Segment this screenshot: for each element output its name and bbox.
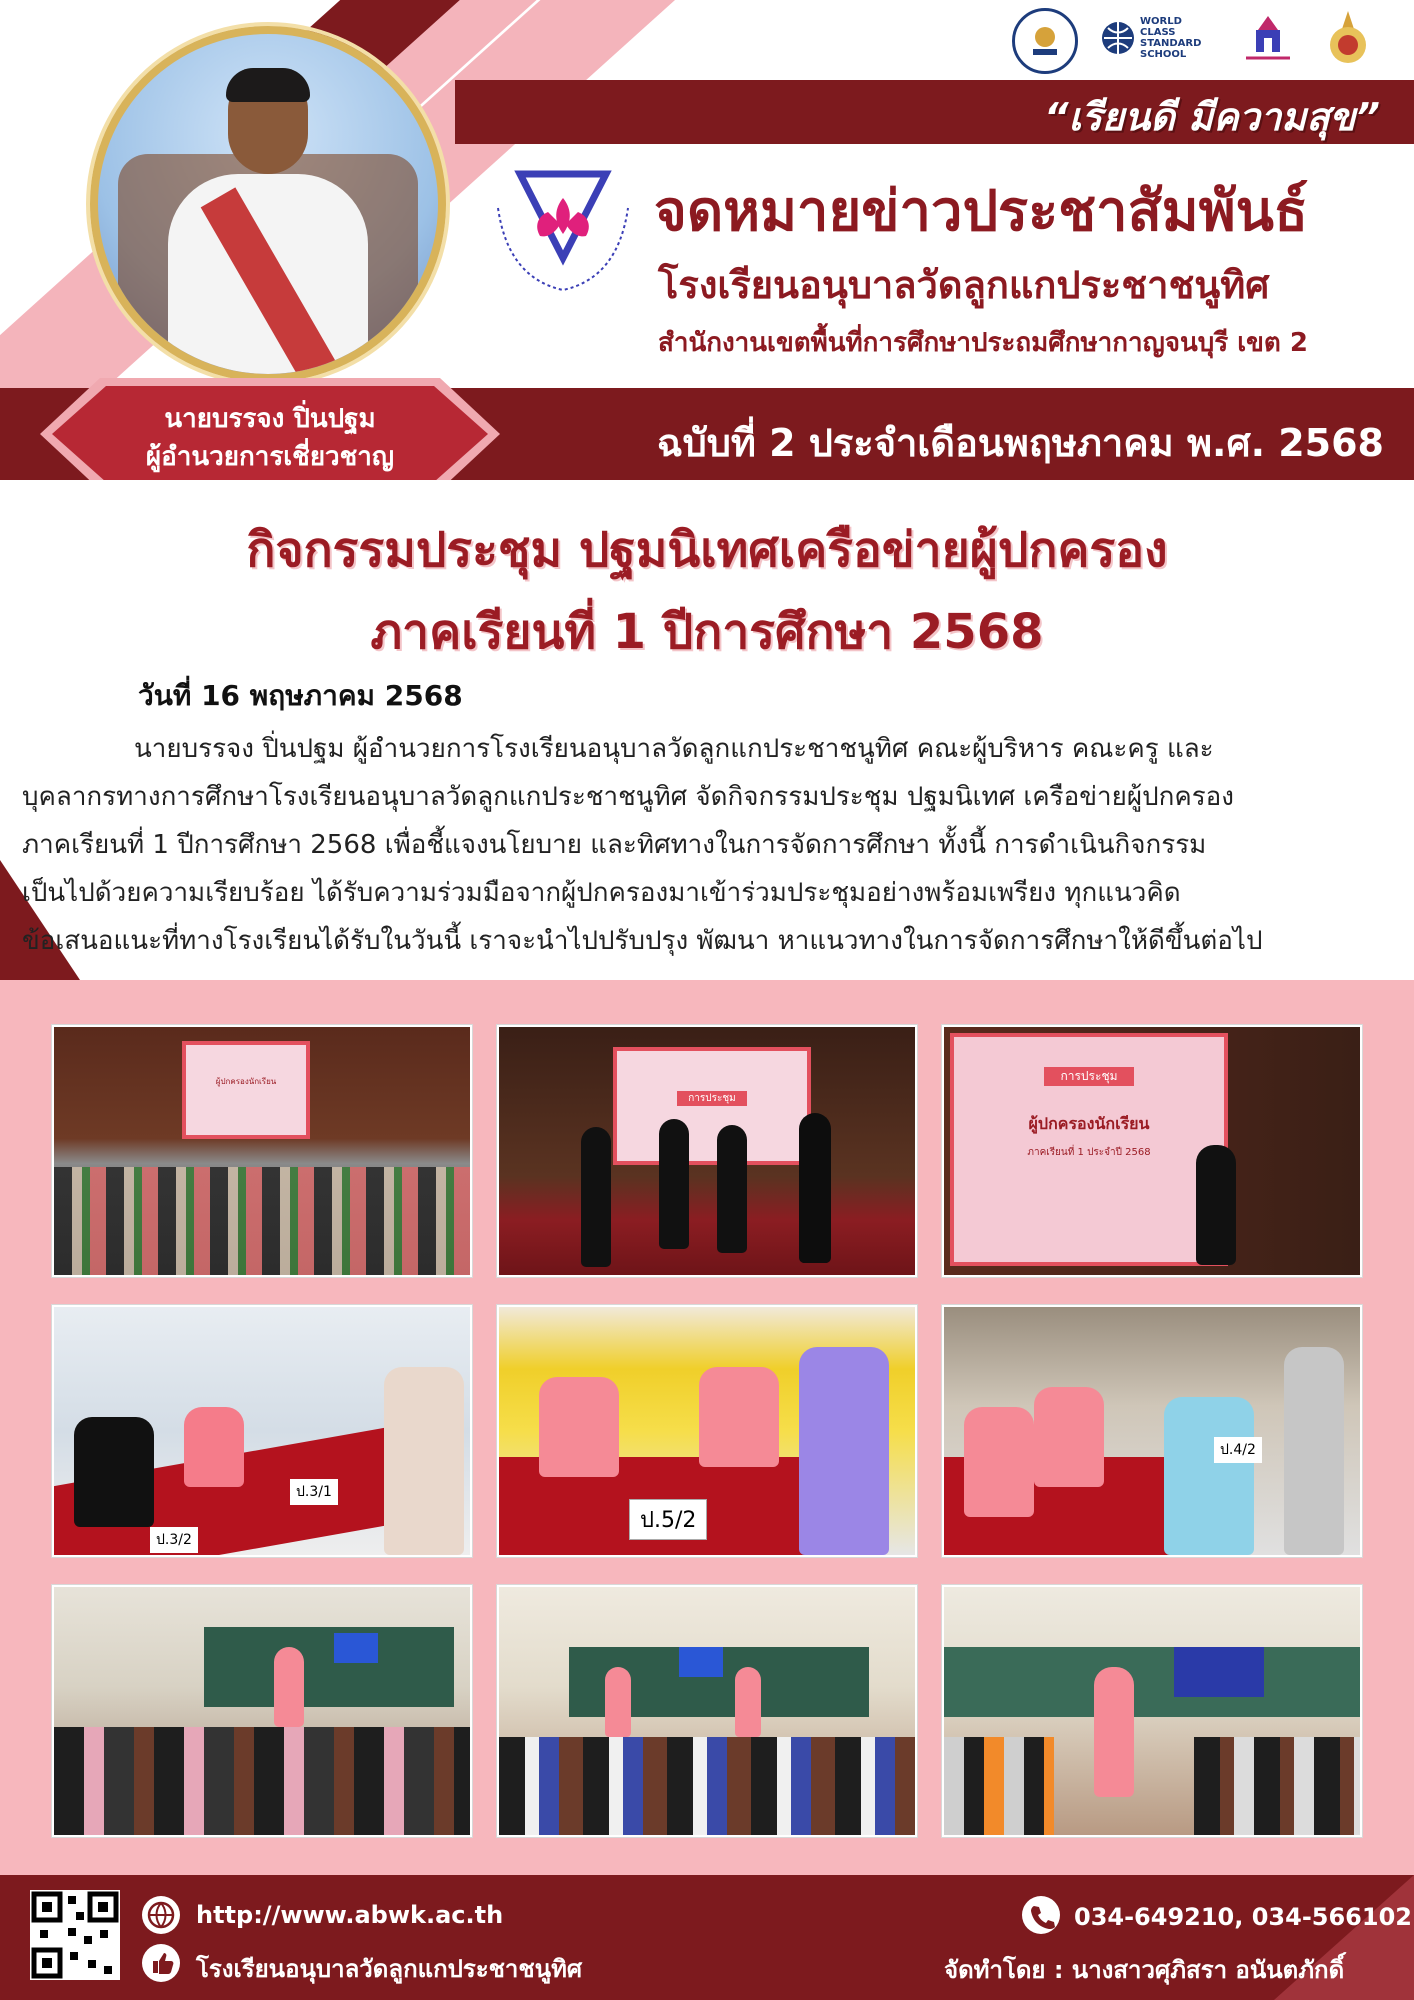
- website-link[interactable]: http://www.abwk.ac.th: [196, 1901, 504, 1929]
- school-network-logo-icon: [1238, 8, 1298, 68]
- paragraph-line: ข้อเสนอแนะที่ทางโรงเรียนได้รับในวันนี้ เราจะนำไปปรับปรุง พัฒนา หาแนวทางในการจัดการศึกษาให้ดีขึ้นต่อไป: [22, 926, 1263, 956]
- table-sign: ป.4/2: [1214, 1437, 1262, 1463]
- screen-text: ผู้ปกครองนักเรียน: [215, 1077, 277, 1086]
- photo-registration-1: [52, 1305, 472, 1557]
- photo-registration-2: [497, 1305, 917, 1557]
- paragraph-line: บุคลากรทางการศึกษาโรงเรียนอนุบาลวัดลูกแกประชาชนูทิศ จัดกิจกรรมประชุม ปฐมนิเทศ เครือข่ายผู้ปกครอง: [22, 782, 1234, 812]
- photo-presentation-screen: [942, 1025, 1362, 1277]
- globe-icon: [142, 1896, 180, 1934]
- screen-text: ผู้ปกครองนักเรียน: [1028, 1114, 1150, 1133]
- qr-code-icon[interactable]: [30, 1890, 120, 1980]
- table-sign: ป.5/2: [629, 1499, 707, 1540]
- world-class-standard-logo-icon: [1098, 8, 1218, 68]
- issue-number: ฉบับที่ 2 ประจำเดือนพฤษภาคม พ.ศ. 2568: [656, 421, 1384, 465]
- director-role: ผู้อำนวยการเชี่ยวชาญ: [145, 442, 395, 472]
- table-sign: ป.3/2: [150, 1527, 198, 1553]
- photo-classroom-1: [52, 1585, 472, 1837]
- screen-text: ภาคเรียนที่ 1 ประจำปี 2568: [1027, 1147, 1151, 1158]
- thumbs-up-icon: [142, 1944, 180, 1982]
- school-quality-logo-icon: [1012, 8, 1078, 74]
- director-portrait: [90, 26, 446, 382]
- education-office: สำนักงานเขตพื้นที่การศึกษาประถมศึกษากาญจนบุรี เขต 2: [658, 328, 1308, 358]
- screen-text: การประชุม: [677, 1091, 747, 1106]
- paragraph-line: เป็นไปด้วยความเรียบร้อย ได้รับความร่วมมือจากผู้ปกครองมาเข้าร่วมประชุมอย่างพร้อมเพรียง ทุกแนวคิด: [22, 878, 1181, 908]
- phone-icon: [1022, 1896, 1060, 1934]
- projector-screen: [182, 1041, 310, 1139]
- projector-screen: [950, 1033, 1228, 1266]
- article-subheadline: ภาคเรียนที่ 1 ปีการศึกษา 2568: [370, 604, 1044, 660]
- director-name: นายบรรจง ปิ่นปฐม: [164, 404, 376, 434]
- photo-meeting-hall: [52, 1025, 472, 1277]
- school-logo: [488, 168, 638, 298]
- article-headline: กิจกรรมประชุม ปฐมนิเทศเครือข่ายผู้ปกครอง: [246, 522, 1168, 578]
- paragraph-line: นายบรรจง ปิ่นปฐม ผู้อำนวยการโรงเรียนอนุบาลวัดลูกแกประชาชนูทิศ คณะผู้บริหาร คณะครู และ: [134, 734, 1214, 764]
- photo-registration-3: [942, 1305, 1362, 1557]
- credit-text: จัดทำโดย : นางสาวศุภิสรา อนันตภักดิ์: [944, 1956, 1345, 1984]
- royal-emblem-logo-icon: [1318, 8, 1378, 68]
- facebook-page-link[interactable]: โรงเรียนอนุบาลวัดลูกแกประชาชนูทิศ: [196, 1955, 583, 1983]
- hair-shape: [226, 68, 310, 102]
- newsletter-title: จดหมายข่าวประชาสัมพันธ์: [654, 179, 1309, 244]
- photo-classroom-3: [942, 1585, 1362, 1837]
- slogan: “เรียนดี มีความสุข”: [1044, 95, 1380, 139]
- table-sign: ป.3/1: [290, 1479, 338, 1505]
- article-date: วันที่ 16 พฤษภาคม 2568: [138, 679, 463, 712]
- screen-text: การประชุม: [1044, 1067, 1134, 1086]
- projector-screen: [613, 1047, 811, 1165]
- school-name: โรงเรียนอนุบาลวัดลูกแกประชาชนูทิศ: [658, 263, 1270, 307]
- photo-teachers-stage: [497, 1025, 917, 1277]
- world-class-logo-text: WORLD CLASS STANDARD SCHOOL: [1140, 16, 1202, 60]
- partner-logos: [1012, 8, 1378, 74]
- paragraph-line: ภาคเรียนที่ 1 ปีการศึกษา 2568 เพื่อชี้แจงนโยบาย และทิศทางในการจัดการศึกษา ทั้งนี้ การดำเนินกิจกรรม: [22, 830, 1207, 860]
- photo-classroom-2: [497, 1585, 917, 1837]
- phone-number[interactable]: 034-649210, 034-566102: [1074, 1903, 1412, 1931]
